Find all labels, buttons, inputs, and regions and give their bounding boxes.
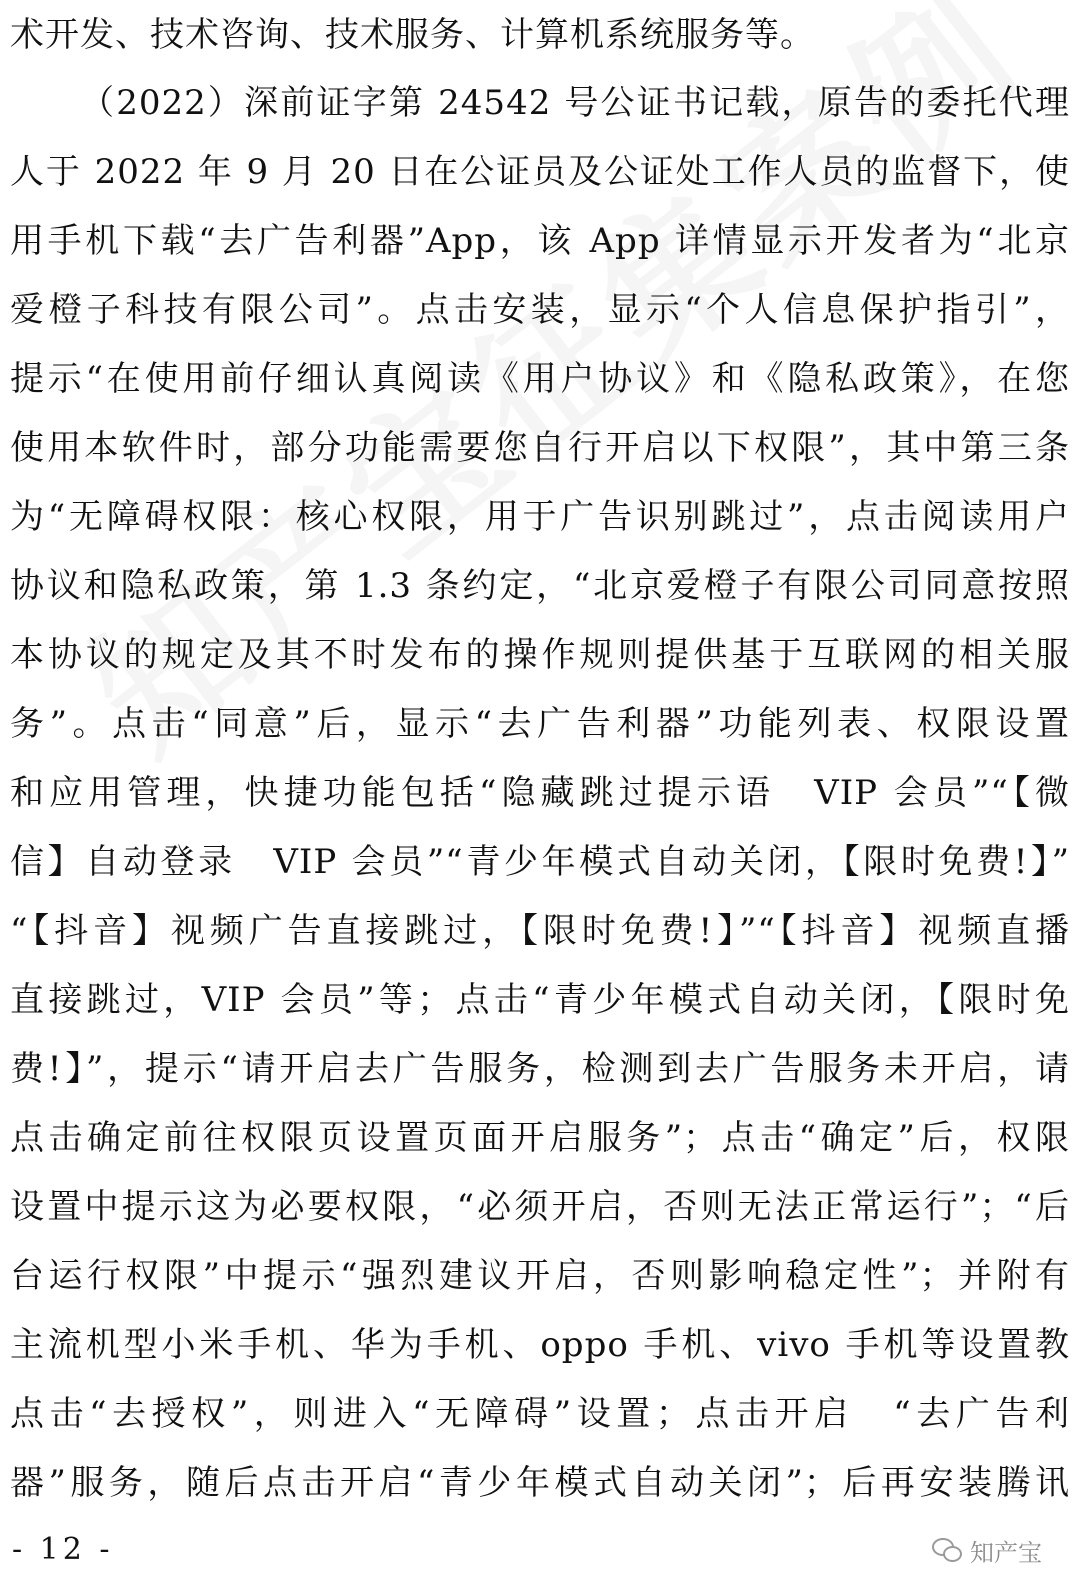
text-line-21: 点击“去授权”，则进入“无障碍”设置；点击开启 “去广告利 — [10, 1394, 1070, 1434]
text-line-18: 设置中提示这为必要权限，“必须开启，否则无法正常运行”；“后 — [10, 1187, 1070, 1227]
text-line-3: 人于 2022 年 9 月 20 日在公证员及公证处工作人员的监督下，使 — [10, 152, 1070, 192]
text-line-13: 信】自动登录 VIP 会员”“青少年模式自动关闭，【限时免费!】” — [10, 842, 1070, 882]
text-line-1: 术开发、技术咨询、技术服务、计算机系统服务等。 — [10, 15, 815, 55]
text-line-9: 协议和隐私政策，第 1.3 条约定，“北京爱橙子有限公司同意按照 — [10, 566, 1070, 606]
text-line-10: 本协议的规定及其不时发布的操作规则提供基于互联网的相关服 — [10, 635, 1070, 675]
text-line-11: 务”。点击“同意”后，显示“去广告利器”功能列表、权限设置 — [10, 704, 1070, 744]
text-line-12: 和应用管理，快捷功能包括“隐藏跳过提示语 VIP 会员”“【微 — [10, 773, 1070, 813]
text-line-8: 为“无障碍权限：核心权限，用于广告识别跳过”，点击阅读用户 — [10, 497, 1070, 537]
text-line-17: 点击确定前往权限页设置页面开启服务”；点击“确定”后，权限 — [10, 1118, 1070, 1158]
text-line-6: 提示“在使用前仔细认真阅读《用户协议》和《隐私政策》，在您 — [10, 359, 1070, 399]
wechat-icon — [932, 1538, 962, 1562]
text-line-16: 费!】”，提示“请开启去广告服务，检测到去广告服务未开启，请 — [10, 1049, 1070, 1089]
text-line-20: 主流机型小米手机、华为手机、oppo 手机、vivo 手机等设置教 — [10, 1325, 1070, 1365]
text-line-15: 直接跳过，VIP 会员”等；点击“青少年模式自动关闭，【限时免 — [10, 980, 1070, 1020]
text-line-7: 使用本软件时，部分功能需要您自行开启以下权限”，其中第三条 — [10, 428, 1070, 468]
text-line-4: 用手机下载“去广告利器”App，该 App 详情显示开发者为“北京 — [10, 221, 1070, 261]
text-line-2: （2022）深前证字第 24542 号公证书记载，原告的委托代理 — [80, 83, 1070, 123]
text-line-22: 器”服务，随后点击开启“青少年模式自动关闭”；后再安装腾讯 — [10, 1463, 1070, 1503]
footer-brand — [932, 1530, 1042, 1570]
page-number: - 12 - — [12, 1532, 114, 1567]
text-line-5: 爱橙子科技有限公司”。点击安装，显示“个人信息保护指引”， — [10, 290, 1070, 330]
text-line-14: “【抖音】视频广告直接跳过，【限时免费!】”“【抖音】视频直播 — [10, 911, 1070, 951]
footer-brand-label: 知产宝 — [970, 1538, 1042, 1567]
text-line-19: 台运行权限”中提示“强烈建议开启，否则影响稳定性”；并附有 — [10, 1256, 1070, 1296]
